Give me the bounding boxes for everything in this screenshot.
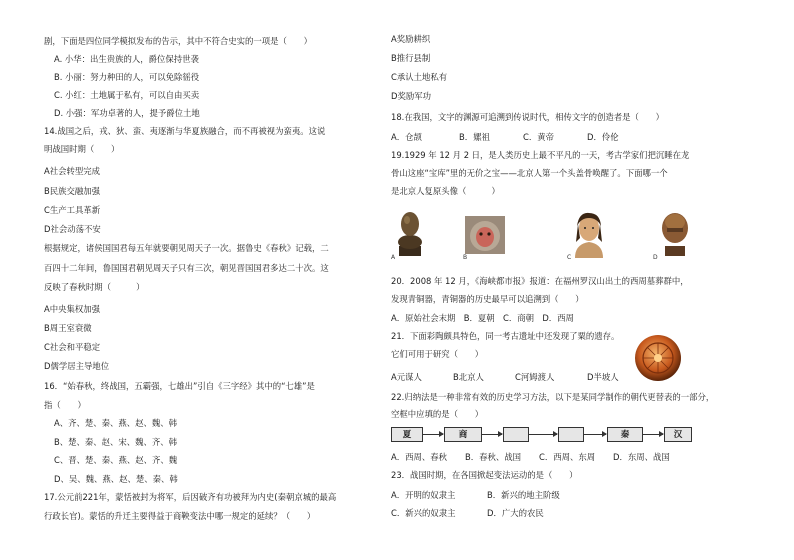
dynasty-chain bbox=[391, 427, 691, 445]
q21-stem-line-1: 21．下面彩陶颇具特色，同一考古遗址中还发现了粟的遗存。 bbox=[391, 331, 620, 341]
dynasty-box-5: 秦 bbox=[607, 427, 643, 442]
q21-stem-line-2: 它们可用于研究（ ） bbox=[391, 349, 484, 359]
q22-options bbox=[391, 451, 731, 463]
q14-stem-line-2: 明战国时期（ ） bbox=[44, 144, 120, 154]
q18-option-c: C．黄帝 bbox=[523, 132, 554, 142]
q23-options-row-1 bbox=[391, 489, 691, 501]
figure-c-caveman bbox=[567, 208, 611, 258]
figure-c-label: C bbox=[567, 254, 572, 261]
dynasty-box-blank-2[interactable] bbox=[558, 427, 584, 442]
q17-stem-line-1: 17.公元前221年，蒙恬被封为将军，后因破齐有功被拜为内史(秦朝京城的最高 bbox=[44, 492, 337, 502]
figure-a-bust bbox=[393, 208, 427, 258]
q23-stem: 23．战国时期，在各国掀起变法运动的是（ ） bbox=[391, 470, 578, 480]
q13-option-c: C. 小红：土地属于私有，可以自由买卖 bbox=[54, 90, 200, 100]
q21-option-c: C河姆渡人 bbox=[515, 372, 555, 382]
q14-option-c: C生产工具革新 bbox=[44, 205, 101, 215]
q15-option-d: D儒学居主导地位 bbox=[44, 361, 110, 371]
q22-stem-line-1: 22.归纳法是一种非常有效的历史学习方法，以下是某同学制作的朝代更替表的一部分， bbox=[391, 392, 715, 402]
q22-option-a: A．西周、春秋 bbox=[391, 452, 447, 462]
q15-stem-line-2: 百四十二年间，鲁国国君朝见周天子只有三次，朝见晋国国君多达二十次。这 bbox=[44, 263, 329, 273]
q18-options bbox=[391, 131, 731, 143]
dynasty-box-blank-1[interactable] bbox=[503, 427, 529, 442]
q16-option-c: C、晋、楚、秦、燕、赵、齐、魏 bbox=[54, 455, 178, 465]
q18-stem: 18.在我国，文字的渊源可追溯到传说时代，相传文字的创造者是（ ） bbox=[391, 112, 664, 122]
monkey-face-icon bbox=[465, 216, 505, 254]
arrow-icon bbox=[643, 434, 663, 435]
q17-stem-line-2: 行政长官)。蒙恬的升迁主要得益于商鞅变法中哪一规定的延续？（ ） bbox=[44, 511, 316, 521]
skull-bust-icon bbox=[657, 210, 693, 258]
arrow-icon bbox=[482, 434, 502, 435]
q21-option-b: B北京人 bbox=[453, 372, 484, 382]
q20-options: A．原始社会末期 B．夏朝 C．商朝 D．西周 bbox=[391, 313, 574, 323]
q14-stem-line-1: 14.战国之后，戎、狄、蛮、夷逐渐与华夏族融合，而不再被视为蛮夷。这说 bbox=[44, 126, 326, 136]
q14-option-b: B民族交融加强 bbox=[44, 186, 100, 196]
q13-option-a: A. 小华：出生贵族的人，爵位保持世袭 bbox=[54, 54, 199, 64]
q15-option-c: C社会和平稳定 bbox=[44, 342, 101, 352]
q16-stem-line-2: 指（ ） bbox=[44, 400, 86, 410]
q18-option-d: D．伶伦 bbox=[587, 132, 619, 142]
q20-stem-line-2: 发现青铜器，青铜器的历史最早可以追溯到（ ） bbox=[391, 294, 584, 304]
q15-stem-line-3: 反映了春秋时期（ ） bbox=[44, 282, 145, 292]
dynasty-box-1: 夏 bbox=[391, 427, 423, 442]
bust-icon bbox=[393, 208, 427, 258]
q19-stem-line-2: 骨山这座“宝库”里的无价之宝——北京人第一个头盖骨唤醒了。下面哪一个 bbox=[391, 168, 668, 178]
q23-option-a: A．开明的奴隶主 bbox=[391, 490, 456, 500]
q16-stem-line-1: 16．“始春秋，终战国，五霸强，七雄出”引自《三字经》其中的“七雄”是 bbox=[44, 381, 315, 391]
arrow-icon bbox=[584, 434, 606, 435]
dynasty-box-6: 汉 bbox=[664, 427, 692, 442]
q14-option-d: D社会动荡不安 bbox=[44, 224, 101, 234]
q15-option-a: A中央集权加强 bbox=[44, 304, 100, 314]
q13-option-b: B. 小丽：努力种田的人，可以免除徭役 bbox=[54, 72, 200, 82]
q23-options-row-2 bbox=[391, 507, 691, 519]
q19-figures bbox=[391, 208, 731, 263]
q17-option-d: D奖励军功 bbox=[391, 91, 431, 101]
q22-option-d: D．东周、战国 bbox=[613, 452, 670, 462]
figure-d-bust bbox=[657, 210, 693, 258]
q21-option-a: A元谋人 bbox=[391, 372, 422, 382]
q22-option-c: C．西周、东周 bbox=[539, 452, 596, 462]
figure-d-label: D bbox=[653, 254, 658, 261]
figure-a-label: A bbox=[391, 254, 396, 261]
q20-stem-line-1: 20．2008 年 12 月，《海峡都市报》报道：在福州罗汉山出土的西周墓葬群中， bbox=[391, 276, 689, 286]
q14-option-a: A社会转型完成 bbox=[44, 166, 100, 176]
q16-option-a: A、齐、楚、秦、燕、赵、魏、韩 bbox=[54, 418, 177, 428]
q13-option-d: D. 小强：军功卓著的人，提予爵位土地 bbox=[54, 108, 200, 118]
dynasty-box-2: 商 bbox=[444, 427, 482, 442]
q23-option-c: C．新兴的奴隶主 bbox=[391, 508, 456, 518]
figure-b-label: B bbox=[463, 254, 468, 261]
q17-option-a: A奖励耕织 bbox=[391, 34, 431, 44]
q17-option-c: C承认土地私有 bbox=[391, 72, 448, 82]
q19-stem-line-3: 是北京人复原头像（ ） bbox=[391, 186, 500, 196]
q23-option-b: B．新兴的地主阶级 bbox=[487, 490, 560, 500]
q23-option-d: D．广大的农民 bbox=[487, 508, 544, 518]
caveman-icon bbox=[567, 208, 611, 258]
arrow-icon bbox=[529, 434, 557, 435]
q21-option-d: D半坡人 bbox=[587, 372, 619, 382]
q19-stem-line-1: 19.1929 年 12 月 2 日，是人类历史上最不平凡的一天，考古学家们把沉睡在龙 bbox=[391, 150, 690, 160]
q22-stem-line-2: 空框中应填的是（ ） bbox=[391, 409, 484, 419]
figure-b-monkey bbox=[465, 216, 505, 254]
q18-option-a: A．仓颉 bbox=[391, 132, 422, 142]
q21-options bbox=[391, 371, 691, 383]
arrow-icon bbox=[423, 434, 443, 435]
q15-option-b: B周王室衰微 bbox=[44, 323, 92, 333]
q22-option-b: B．春秋、战国 bbox=[465, 452, 521, 462]
q15-stem-line-1: 根据规定，诸侯国国君每五年就要朝见周天子一次。据鲁史《春秋》记载，二 bbox=[44, 243, 329, 253]
q16-option-d: D、吴、魏、燕、赵、楚、秦、韩 bbox=[54, 474, 178, 484]
q17-option-b: B推行县制 bbox=[391, 53, 431, 63]
q13-stem-tail: 剧，下面是四位同学模拟发布的告示，其中不符合史实的一项是（ ） bbox=[44, 36, 312, 46]
q16-option-b: B、楚、秦、赵、宋、魏、齐、韩 bbox=[54, 437, 177, 447]
q18-option-b: B．嫘祖 bbox=[459, 132, 490, 142]
